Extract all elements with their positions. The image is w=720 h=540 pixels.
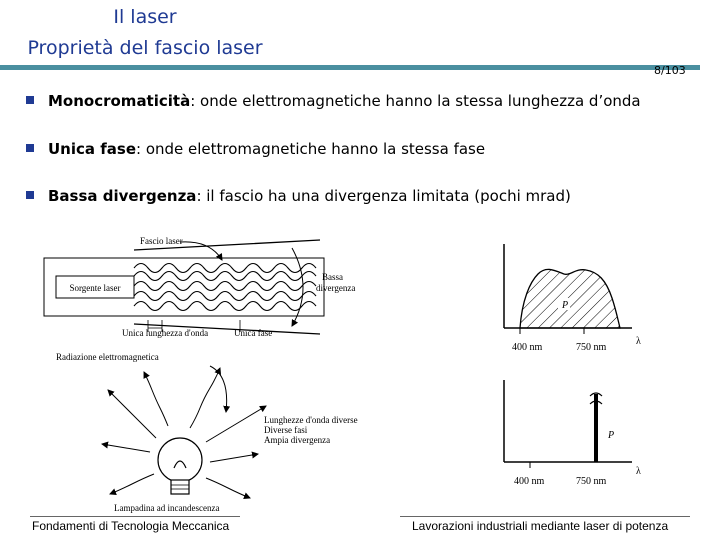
page-title: Il laser (113, 6, 177, 28)
x-axis-label: λ (636, 336, 641, 347)
divergence-label-2: divergenza (316, 283, 356, 293)
header-rule (0, 65, 700, 70)
beam-label: Fascio laser (140, 236, 183, 246)
line-label: P (608, 430, 615, 441)
footer-rule-left (30, 516, 240, 517)
wide-divergence-label: Ampia divergenza (264, 435, 331, 445)
x-tick-750: 750 nm (576, 342, 607, 353)
bulb-icon (158, 438, 202, 494)
bullet-marker (26, 96, 34, 104)
laser-vs-bulb-illustration (30, 228, 390, 513)
x-tick-400: 400 nm (512, 342, 543, 353)
x-axis-label: λ (636, 466, 641, 477)
bullet-text: : onde elettromagnetiche hanno la stessa fase (136, 140, 486, 158)
area-label: P (562, 300, 569, 311)
bullet-term: Bassa divergenza (48, 187, 197, 205)
page-subtitle: Proprietà del fascio laser (27, 37, 263, 59)
bullet-marker (26, 191, 34, 199)
wavelength-label: Unica lunghezza d'onda (122, 328, 209, 338)
footer-right: Lavorazioni industriali mediante laser di potenza (412, 519, 669, 533)
bullet-term: Unica fase (48, 140, 136, 158)
footer-left: Fondamenti di Tecnologia Meccanica (32, 519, 230, 533)
bullet-single-phase (26, 140, 485, 158)
bullet-term: Monocromaticità (48, 92, 191, 110)
bulb-label: Lampadina ad incandescenza (114, 503, 220, 513)
broad-spectrum-chart (490, 240, 660, 358)
radiation-label: Radiazione elettromagnetica (56, 352, 159, 362)
x-tick-400: 400 nm (514, 476, 545, 487)
page-number: 8/103 (654, 64, 686, 77)
bullet-monochromaticity (26, 92, 641, 110)
bullet-text: : onde elettromagnetiche hanno la stessa lunghezza d’onda (190, 92, 641, 110)
divergence-label-1: Bassa (322, 272, 343, 282)
diverse-phases-label: Diverse fasi (264, 425, 308, 435)
beam-pointer (180, 242, 222, 260)
bullet-text: : il fascio ha una divergenza limitata (pochi mrad) (196, 187, 571, 205)
footer-rule-right (400, 516, 690, 517)
bullet-marker (26, 144, 34, 152)
diverse-wavelengths-label: Lunghezze d'onda diverse (264, 415, 358, 425)
x-tick-750: 750 nm (576, 476, 607, 487)
beam-outline (134, 240, 320, 334)
bullet-low-divergence (26, 187, 571, 205)
monochromatic-spectrum-chart (490, 378, 660, 496)
phase-label: Unica fase (234, 328, 273, 338)
source-label: Sorgente laser (69, 283, 121, 293)
radiation-pointer (210, 366, 227, 412)
coherent-waves (134, 264, 316, 311)
